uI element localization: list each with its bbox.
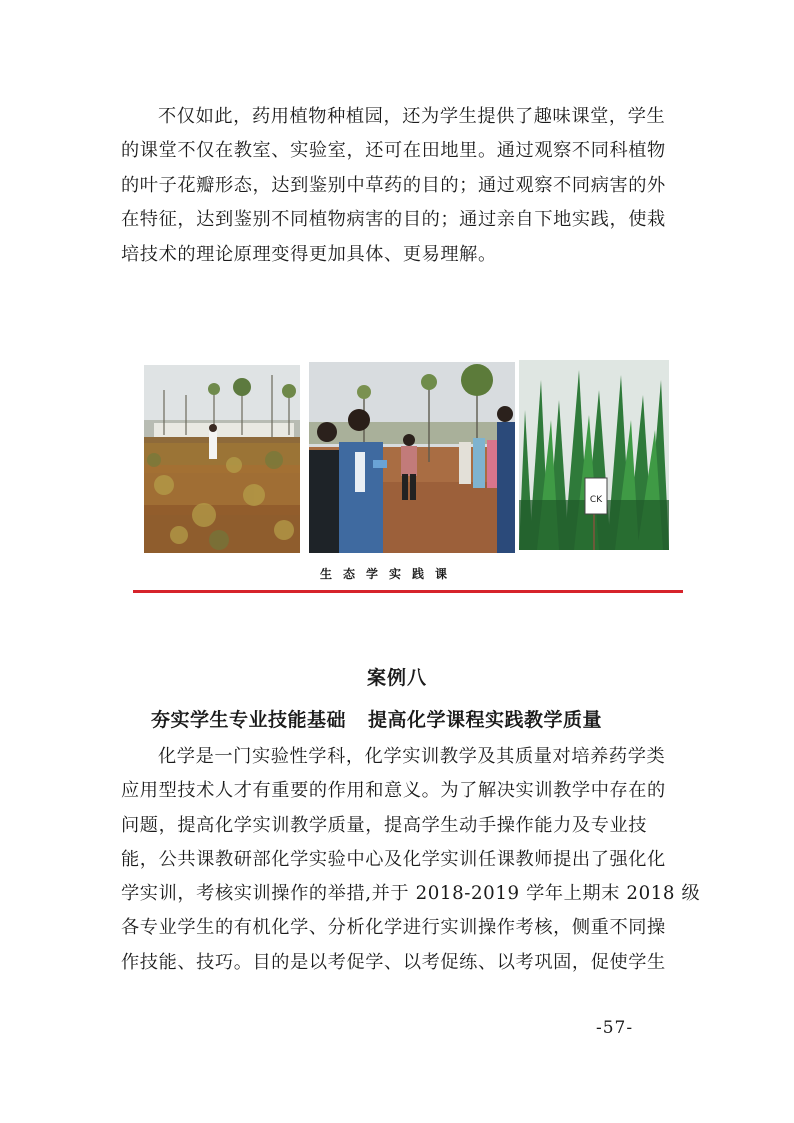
figure-caption: 生态学实践课 — [320, 567, 459, 581]
red-divider — [133, 590, 683, 593]
body-paragraph-2 — [121, 740, 701, 980]
photo-shrub-field — [144, 365, 300, 553]
paragraph-line: 能，公共课教研部化学实验中心及化学实训任课教师提出了强化化 — [121, 848, 666, 870]
paragraph-line: 的叶子花瓣形态，达到鉴别中草药的目的；通过观察不同病害的外 — [121, 174, 666, 196]
case-title: 案例八 — [366, 667, 427, 689]
paragraph-line: 问题，提高化学实训教学质量，提高学生动手操作能力及专业技 — [121, 814, 648, 836]
sign-label: CK — [589, 495, 603, 505]
photo-plants-ck-sign — [519, 360, 669, 550]
case-subtitle — [151, 705, 671, 732]
paragraph-line: 的课堂不仅在教室、实验室，还可在田地里。通过观察不同科植物 — [121, 140, 666, 162]
paragraph-line: 各专业学生的有机化学、分析化学进行实训操作考核，侧重不同操 — [121, 917, 666, 939]
paragraph-line: 作技能、技巧。目的是以考促学、以考促练、以考巩固，促使学生 — [121, 951, 666, 973]
paragraph-line: 学实训，考核实训操作的举措,并于 2018-2019 学年上期末 2018 级 — [121, 883, 701, 905]
paragraph-line: 化学是一门实验性学科，化学实训教学及其质量对培养药学类 — [158, 746, 666, 767]
paragraph-line: 在特征，达到鉴别不同植物病害的目的；通过亲自下地实践，使栽 — [121, 209, 666, 231]
paragraph-line: 培技术的理论原理变得更加具体、更易理解。 — [121, 243, 497, 265]
paragraph-line: 应用型技术人才有重要的作用和意义。为了解决实训教学中存在的 — [121, 780, 666, 802]
case-subtitle-part2: 提高化学课程实践教学质量 — [368, 709, 603, 731]
body-paragraph-1 — [121, 100, 673, 272]
case-subtitle-part1: 夯实学生专业技能基础 — [151, 709, 347, 731]
page-number: -57- — [596, 1018, 634, 1038]
photo-students-field — [309, 362, 515, 553]
paragraph-line: 不仅如此，药用植物种植园，还为学生提供了趣味课堂，学生 — [158, 106, 666, 127]
